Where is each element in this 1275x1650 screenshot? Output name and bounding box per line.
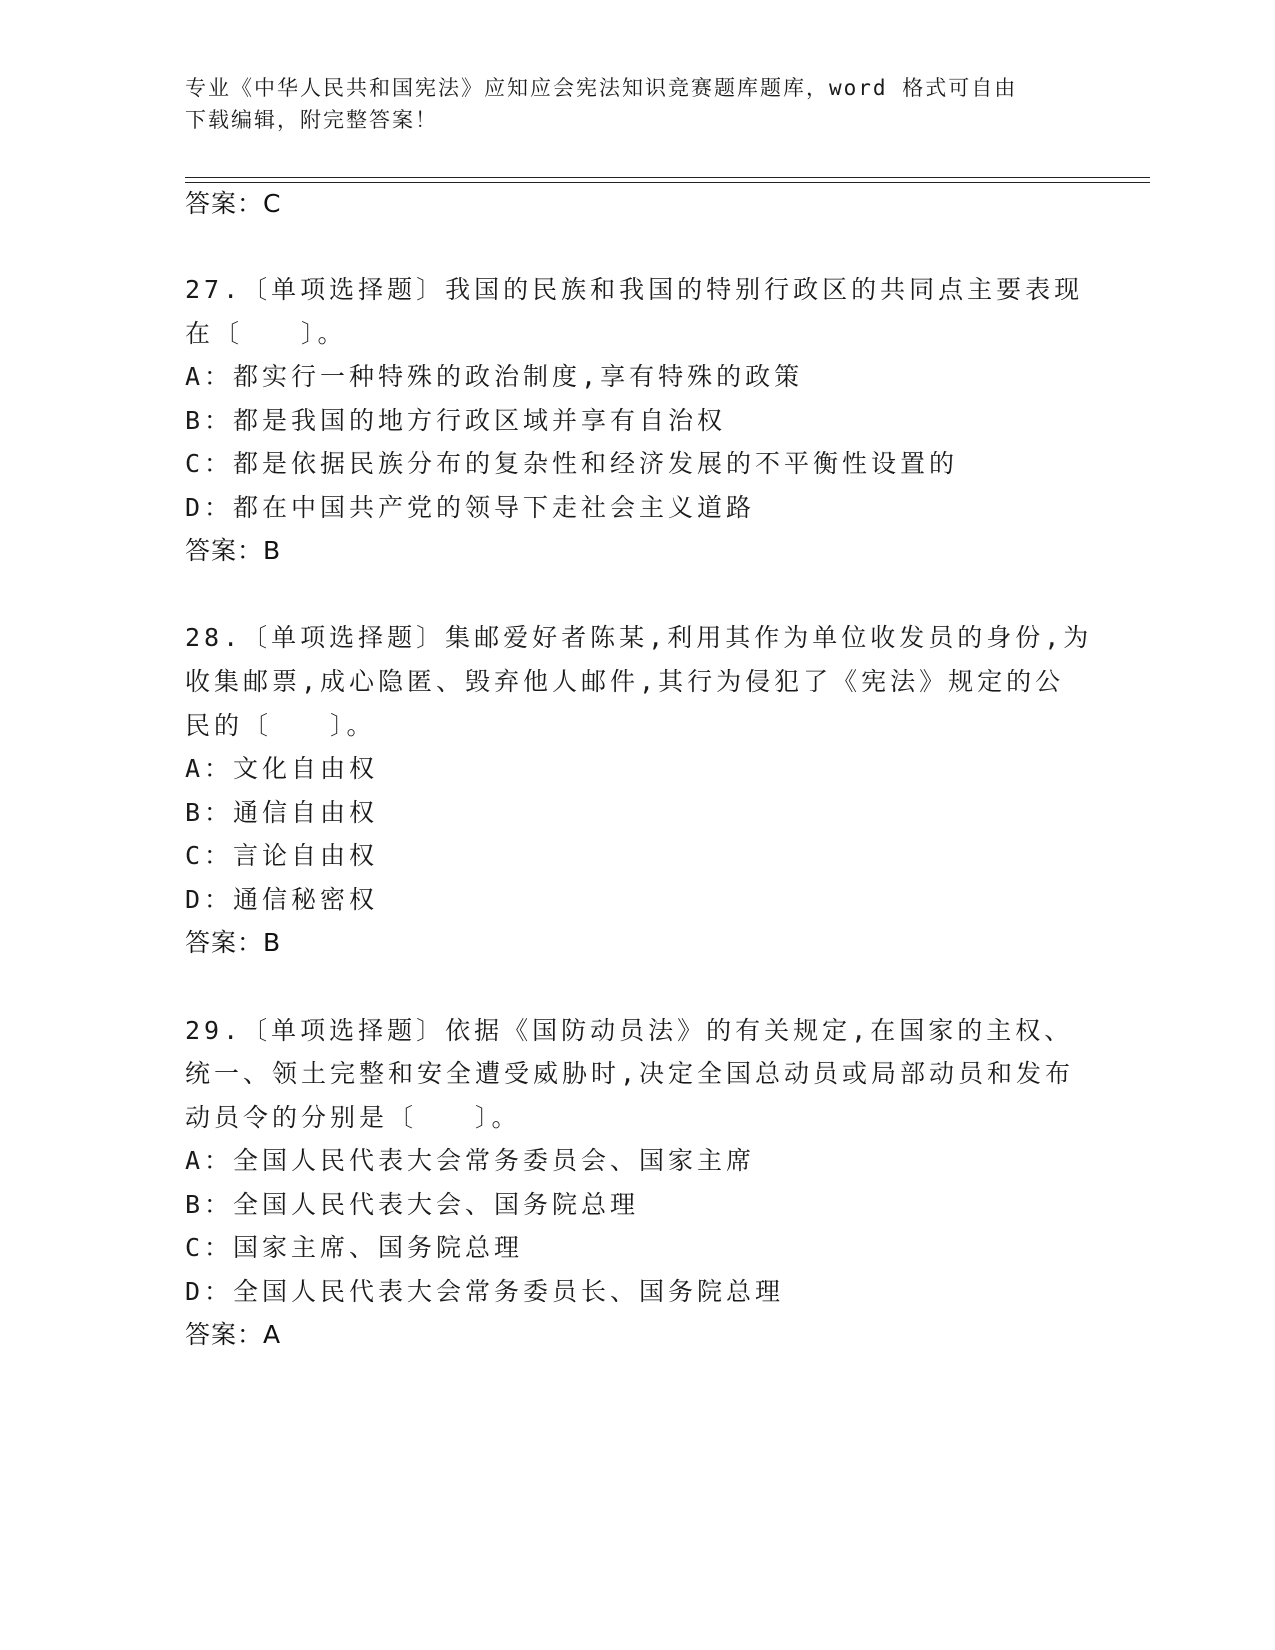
- document-header: [185, 72, 1065, 136]
- header-divider-bottom: [185, 182, 1150, 183]
- q27-option-a: A：都实行一种特殊的政治制度,享有特殊的政策: [185, 362, 804, 391]
- q28-option-a: A：文化自由权: [185, 754, 379, 783]
- q27-option-b: B：都是我国的地方行政区域并享有自治权: [185, 406, 727, 435]
- q29-option-c: C：国家主席、国务院总理: [185, 1233, 524, 1262]
- q28-option-b: B：通信自由权: [185, 798, 379, 827]
- header-divider-top: [185, 177, 1150, 178]
- q27-option-c: C：都是依据民族分布的复杂性和经济发展的不平衡性设置的: [185, 449, 959, 478]
- q28-option-d: D：通信秘密权: [185, 885, 379, 914]
- q28-stem-line-1: 28.〔单项选择题〕集邮爱好者陈某,利用其作为单位收发员的身份,为: [185, 623, 1093, 652]
- q29-option-b: B：全国人民代表大会、国务院总理: [185, 1190, 640, 1219]
- q29-option-a: A：全国人民代表大会常务委员会、国家主席: [185, 1146, 756, 1175]
- q29-option-d: D：全国人民代表大会常务委员长、国务院总理: [185, 1277, 785, 1306]
- q27-stem-line-2: 在〔 〕。: [185, 319, 347, 348]
- q27-option-d: D：都在中国共产党的领导下走社会主义道路: [185, 493, 756, 522]
- q29-stem-line-3: 动员令的分别是〔 〕。: [185, 1103, 521, 1132]
- q29-answer: 答案：A: [185, 1320, 282, 1349]
- header-line-2: 下载编辑，附完整答案！: [185, 108, 438, 132]
- q29-stem-line-2: 统一、领土完整和安全遭受威胁时,决定全国总动员或局部动员和发布: [185, 1059, 1075, 1088]
- previous-answer: 答案：C: [185, 189, 282, 218]
- q28-stem-line-3: 民的〔 〕。: [185, 711, 376, 740]
- q28-stem-line-2: 收集邮票,成心隐匿、毁弃他人邮件,其行为侵犯了《宪法》规定的公: [185, 667, 1065, 696]
- q28-option-c: C：言论自由权: [185, 841, 379, 870]
- q28-answer: 答案：B: [185, 928, 282, 957]
- q27-stem-line-1: 27.〔单项选择题〕我国的民族和我国的特别行政区的共同点主要表现: [185, 275, 1084, 304]
- q29-stem-line-1: 29.〔单项选择题〕依据《国防动员法》的有关规定,在国家的主权、: [185, 1016, 1074, 1045]
- q27-answer: 答案：B: [185, 536, 282, 565]
- header-line-1: 专业《中华人民共和国宪法》应知应会宪法知识竞赛题库题库，word 格式可自由: [185, 76, 1018, 100]
